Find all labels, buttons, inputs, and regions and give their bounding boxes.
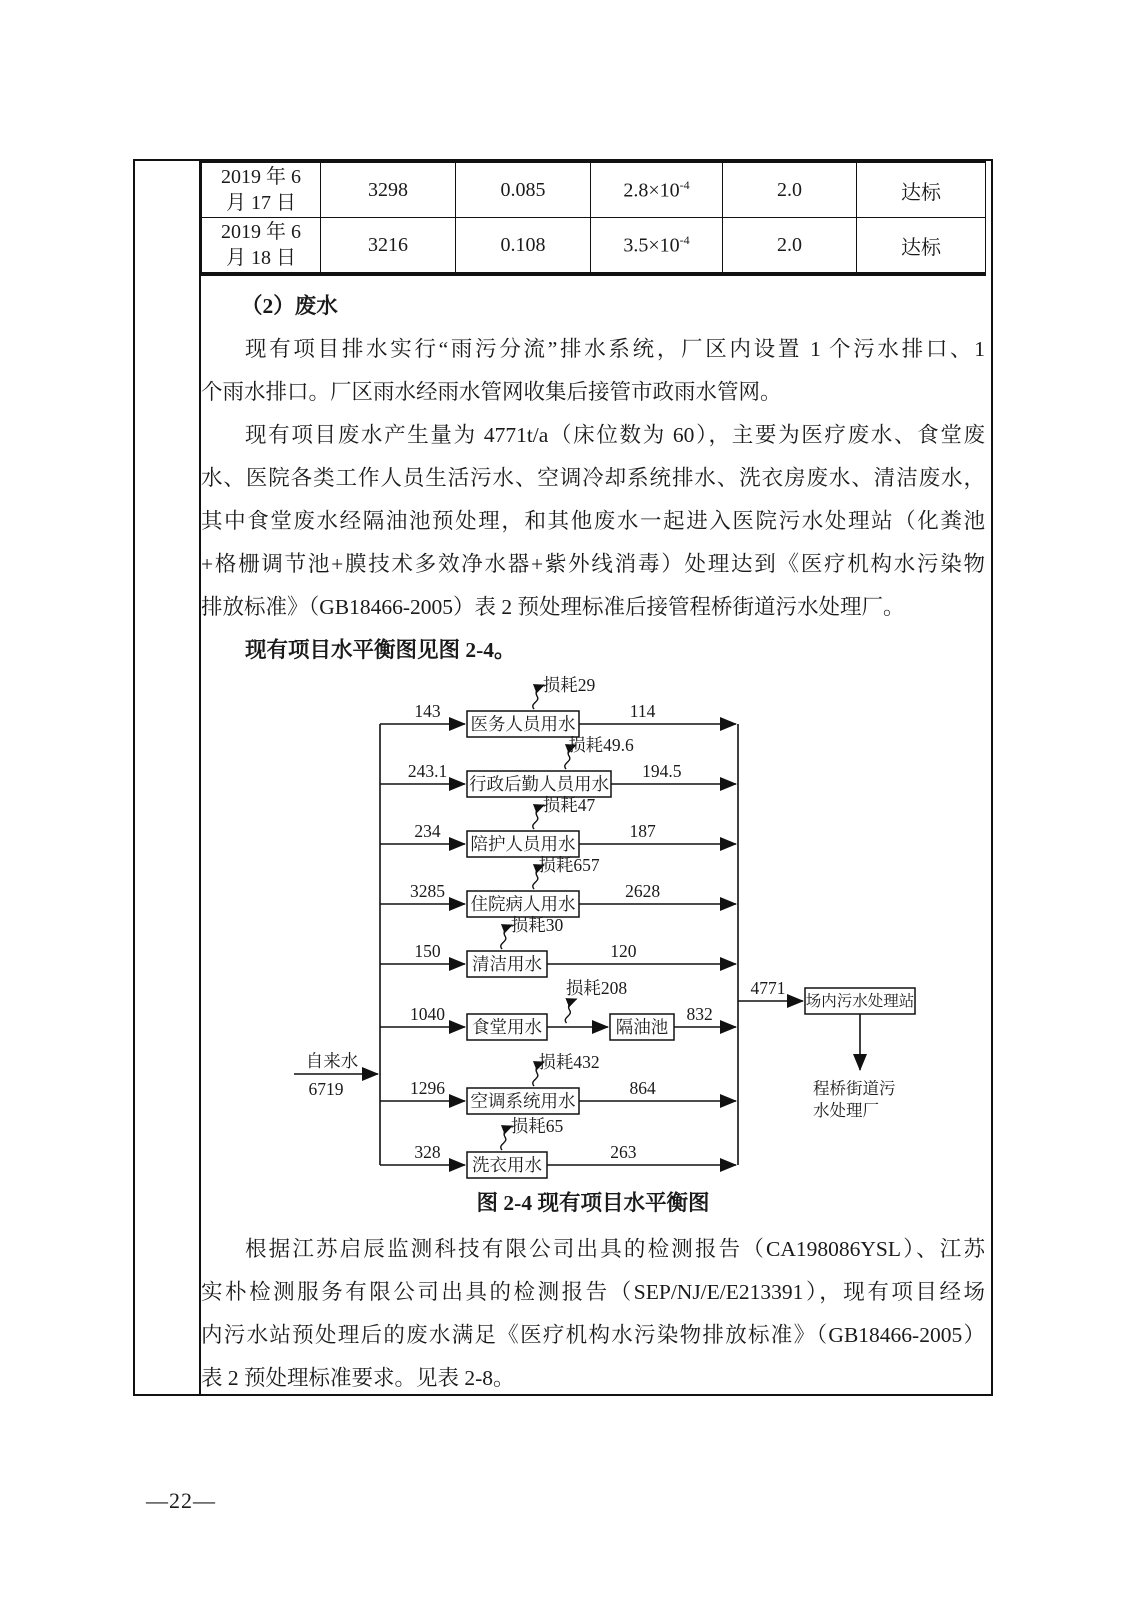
treatment-station-label: 场内污水处理站 [805, 993, 915, 1010]
date-line: 月 17 日 [226, 192, 296, 214]
outflow-value: 120 [610, 941, 637, 961]
inflow-value: 243.1 [407, 761, 448, 781]
loss-value: 损耗49.6 [568, 735, 634, 755]
outflow-value: 114 [629, 701, 656, 721]
paragraph-top-line: 现有项目排水实行“雨污分流”排水系统，厂区内设置 1 个污水排口、1 [245, 337, 985, 361]
inflow-value: 150 [414, 941, 441, 961]
loss-squiggle-arrow [565, 999, 576, 1023]
loss-value: 损耗208 [565, 978, 628, 998]
sci-base: 2.8×10 [623, 179, 680, 202]
monitoring-table [201, 159, 986, 276]
loss-value: 损耗29 [542, 675, 596, 695]
usage-box-label: 洗衣用水 [472, 1155, 542, 1175]
usage-box-label: 空调系统用水 [470, 1091, 576, 1111]
loss-value: 损耗30 [510, 915, 564, 935]
cell-value: 3216 [321, 218, 456, 275]
outflow-value: 832 [686, 1004, 713, 1024]
paragraph-top-line: 水、医院各类工作人员生活污水、空调冷却系统排水、洗衣房废水、清洁废水， [201, 466, 985, 490]
table-row [202, 161, 986, 218]
cell-result: 达标 [857, 218, 986, 275]
loss-value: 损耗47 [542, 795, 596, 815]
inflow-value: 328 [414, 1142, 441, 1162]
cell-result: 达标 [857, 161, 986, 218]
grease-trap-label: 隔油池 [615, 1017, 669, 1037]
loss-value: 损耗432 [538, 1052, 600, 1072]
paragraph-top-line: 现有项目废水产生量为 4771t/a（床位数为 60），主要为医疗废水、食堂废 [245, 423, 985, 447]
total-value: 4771 [750, 978, 786, 998]
inflow-value: 1040 [410, 1004, 445, 1024]
paragraph-bottom-line: 实朴检测服务有限公司出具的检测报告（SEP/NJ/E/E213391），现有项目经场 [201, 1280, 985, 1304]
cell-scientific-value [591, 161, 723, 218]
paragraph-top-line: 其中食堂废水经隔油池预处理，和其他废水一起进入医院污水处理站（化粪池 [201, 509, 985, 533]
cell-date [202, 161, 321, 218]
paragraph-top-line: 个雨水排口。厂区雨水经雨水管网收集后接管市政雨水管网。 [201, 380, 782, 404]
sci-exponent: -4 [679, 177, 690, 192]
date-line: 月 18 日 [226, 247, 296, 269]
cell-value: 2.0 [723, 218, 857, 275]
figure-caption: 图 2-4 现有项目水平衡图 [476, 1191, 710, 1215]
paragraph-top-line: （2）废水 [241, 294, 338, 318]
usage-box-label: 医务人员用水 [470, 714, 576, 734]
cell-value: 2.0 [723, 161, 857, 218]
cell-value: 3298 [321, 161, 456, 218]
paragraph-top-line: 现有项目水平衡图见图 2-4。 [245, 638, 516, 662]
outflow-value: 263 [610, 1142, 637, 1162]
outflow-value: 187 [629, 821, 656, 841]
source-label: 自来水 [305, 1051, 359, 1071]
outflow-value: 2628 [625, 881, 661, 901]
paragraph-bottom-line: 表 2 预处理标准要求。见表 2-8。 [201, 1366, 515, 1390]
paragraph-bottom-line: 内污水站预处理后的废水满足《医疗机构水污染物排放标准》（GB18466-2005） [201, 1323, 985, 1347]
usage-box-label: 陪护人员用水 [470, 834, 576, 854]
inflow-value: 3285 [410, 881, 445, 901]
usage-box-label: 住院病人用水 [470, 894, 576, 914]
body-text-top [201, 285, 985, 672]
paragraph-bottom-line: 根据江苏启辰监测科技有限公司出具的检测报告（CA198086YSL）、江苏 [245, 1237, 985, 1261]
cell-date [202, 218, 321, 275]
paragraph-top-line: +格栅调节池+膜技术多效净水器+紫外线消毒）处理达到《医疗机构水污染物 [201, 552, 985, 576]
usage-box-label: 行政后勤人员用水 [469, 774, 609, 794]
cell-scientific-value [591, 218, 723, 275]
outflow-value: 194.5 [642, 761, 682, 781]
final-destination-label: 水处理厂 [813, 1101, 879, 1120]
cell-value: 0.085 [456, 161, 591, 218]
outflow-value: 864 [629, 1078, 656, 1098]
table-row [202, 218, 986, 275]
date-line: 2019 年 6 [221, 166, 301, 188]
source-value: 6719 [308, 1079, 344, 1099]
sci-base: 3.5×10 [623, 234, 680, 257]
body-text-bottom [201, 1228, 985, 1400]
cell-value: 0.108 [456, 218, 591, 275]
final-destination-label: 程桥街道污 [813, 1079, 896, 1098]
date-line: 2019 年 6 [221, 221, 301, 243]
loss-value: 损耗657 [538, 855, 600, 875]
inflow-value: 234 [414, 821, 441, 841]
paragraph-top-line: 排放标准》（GB18466-2005）表 2 预处理标准后接管程桥街道污水处理厂。 [201, 595, 905, 619]
water-balance-diagram [280, 660, 960, 1190]
sci-exponent: -4 [679, 232, 690, 247]
usage-box-label: 清洁用水 [472, 954, 542, 974]
page-number: —22— [146, 1488, 216, 1513]
usage-box-label: 食堂用水 [472, 1017, 542, 1037]
inflow-value: 1296 [410, 1078, 445, 1098]
inflow-value: 143 [414, 701, 441, 721]
loss-value: 损耗65 [510, 1116, 564, 1136]
